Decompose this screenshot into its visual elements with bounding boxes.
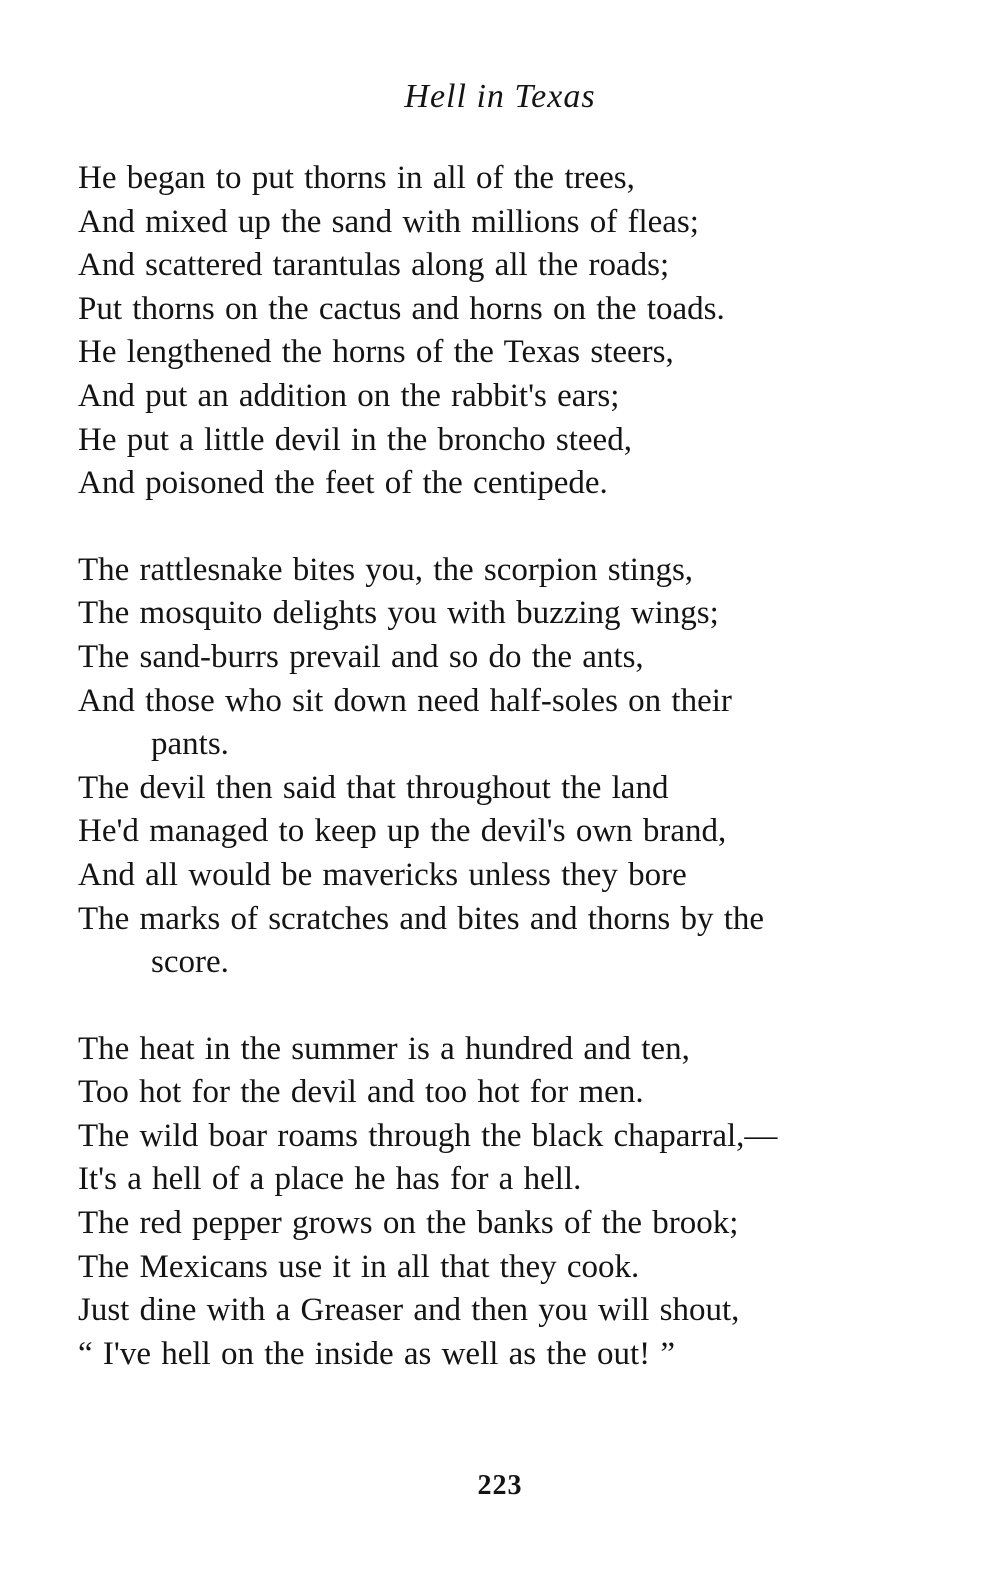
poem-line: Too hot for the devil and too hot for men. xyxy=(78,1074,644,1111)
stanza-3 xyxy=(78,1028,908,1377)
page-number: 223 xyxy=(477,1470,523,1501)
poem-line: Put thorns on the cactus and horns on the toads. xyxy=(78,290,725,327)
running-title: Hell in Texas xyxy=(404,78,596,115)
poem-line: He lengthened the horns of the Texas steers, xyxy=(78,334,674,371)
poem-line: And scattered tarantulas along all the roads; xyxy=(78,247,670,284)
poem-line: It's a hell of a place he has for a hell. xyxy=(78,1161,582,1198)
poem-line: And poisoned the feet of the centipede. xyxy=(78,465,608,502)
stanza-1 xyxy=(78,157,908,506)
poem-line: And put an addition on the rabbit's ears; xyxy=(78,377,620,414)
poem-line: The mosquito delights you with buzzing wings; xyxy=(78,595,719,632)
poem-line: And all would be mavericks unless they bore xyxy=(78,856,687,893)
poem-line: Just dine with a Greaser and then you will shout, xyxy=(78,1292,740,1329)
poem-line: The sand-burrs prevail and so do the ants, xyxy=(78,638,644,675)
poem-line-continuation: score. xyxy=(151,944,229,981)
stanza-2 xyxy=(78,549,908,985)
poem-line: The heat in the summer is a hundred and ten, xyxy=(78,1030,690,1067)
poem-line: He put a little devil in the broncho steed, xyxy=(78,421,632,458)
poem-line: He began to put thorns in all of the trees, xyxy=(78,160,635,196)
poem-line: The marks of scratches and bites and thorns by the xyxy=(78,900,765,937)
poem-line: He'd managed to keep up the devil's own brand, xyxy=(78,813,727,850)
poem-line: The wild boar roams through the black chaparral,— xyxy=(78,1117,778,1154)
poem-line-continuation: pants. xyxy=(151,726,229,763)
poem-body xyxy=(78,157,908,1376)
poem-line: The devil then said that throughout the land xyxy=(78,769,669,806)
poem-line: The rattlesnake bites you, the scorpion stings, xyxy=(78,551,694,588)
poem-line: The red pepper grows on the banks of the brook; xyxy=(78,1205,739,1242)
poem-line: And mixed up the sand with millions of fleas; xyxy=(78,203,699,240)
poem-line: The Mexicans use it in all that they cook. xyxy=(78,1248,640,1285)
poem-line: “ I've hell on the inside as well as the out! ” xyxy=(78,1335,676,1372)
poem-line: And those who sit down need half-soles on their xyxy=(78,682,732,719)
